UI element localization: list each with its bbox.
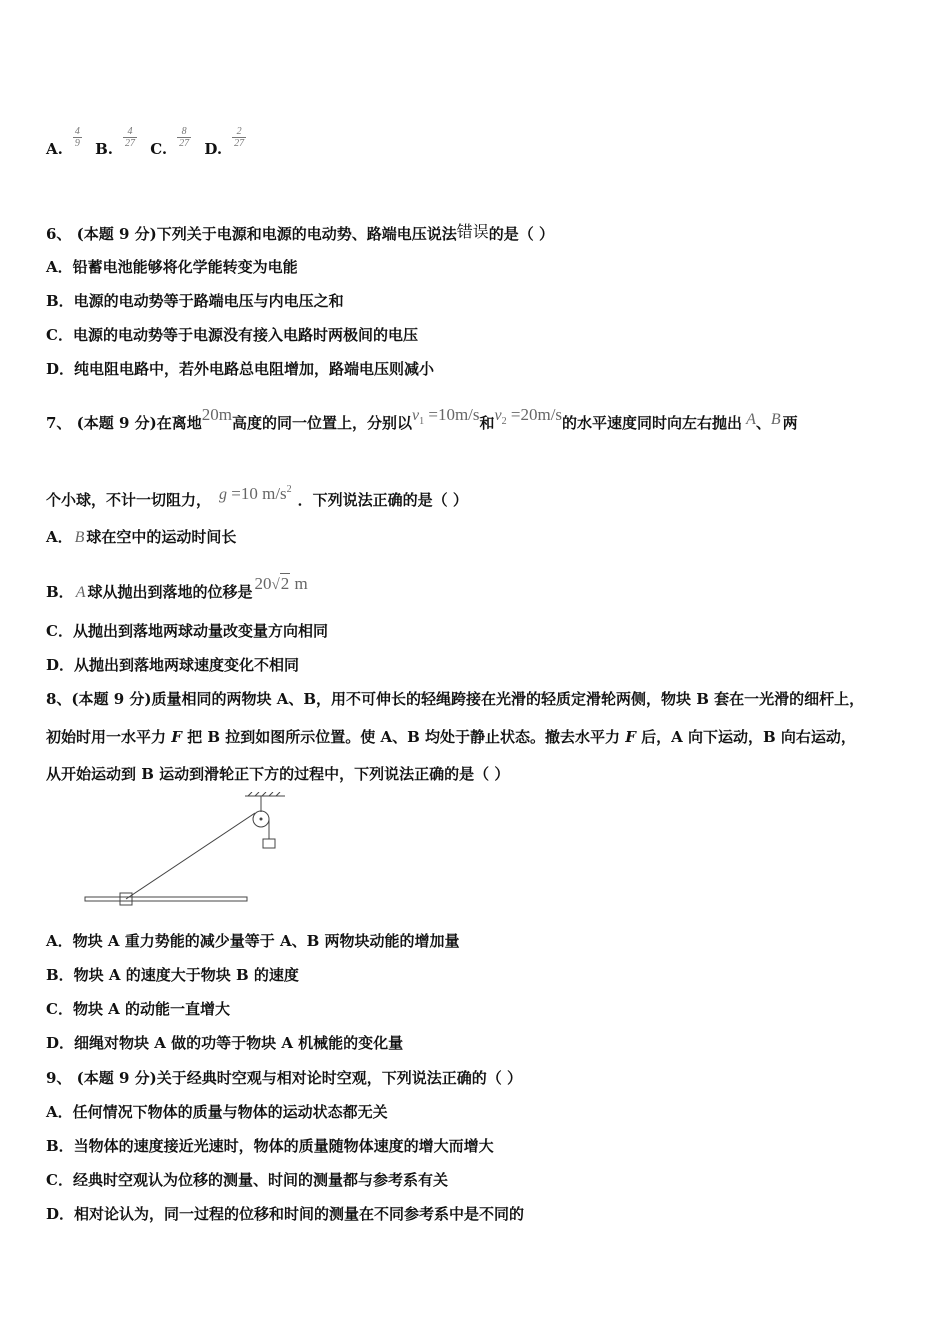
pulley-axle xyxy=(260,818,262,820)
q8-stem-line1: 8、(本题 9 分)质量相同的两物块 A、B，用不可伸长的轻绳跨接在光滑的轻质定滑轮两侧，物块 B 套在一光滑的细杆上， xyxy=(46,690,865,708)
q9-option-b: B．当物体的速度接近光速时，物体的质量随物体速度的增大而增大 xyxy=(46,1137,494,1155)
q9-stem: 9、 (本题 9 分)关于经典时空观与相对论时空观，下列说法正确的（ ） xyxy=(46,1069,522,1087)
q5-option-a: A. $\frac{4}{9}$ xyxy=(46,126,80,158)
q5-option-b: B. $\frac{4}{27}$ xyxy=(95,126,136,158)
q7-v1: $v_1 =10m/s$ xyxy=(412,405,480,427)
q9-option-c: C．经典时空观认为位移的测量、时间的测量都与参考系有关 xyxy=(46,1171,448,1189)
q7-option-b: B． A 球从抛出到落地的位移是 20√2 m xyxy=(46,574,308,601)
q8-option-b: B．物块 A 的速度大于物块 B 的速度 xyxy=(46,966,299,984)
q5-option-c-fraction: $\frac{8}{27}$ xyxy=(179,126,190,149)
block-a xyxy=(263,839,275,848)
q8-option-c: C．物块 A 的动能一直增大 xyxy=(46,1000,231,1018)
q7-option-d: D．从抛出到落地两球速度变化不相同 xyxy=(46,656,300,674)
q5-options xyxy=(46,126,248,159)
q7-option-b-value: 20√2 m xyxy=(254,574,308,593)
q6-option-d: D．纯电阻电路中，若外电路总电阻增加，路端电压则减小 xyxy=(46,360,435,378)
q5-option-d: D. $\frac{2}{27}$ xyxy=(204,126,245,158)
q6-option-b: B．电源的电动势等于路端电压与内电压之和 xyxy=(46,292,344,310)
q7-option-a: A． B 球在空中的运动时间长 xyxy=(46,528,237,546)
q8-pulley-diagram xyxy=(80,792,290,912)
q7-v2: $v_2 =20m/s$ xyxy=(494,405,563,427)
q9-option-d: D．相对论认为，同一过程的位移和时间的测量在不同参考系中是不同的 xyxy=(46,1205,525,1223)
rope-to-b xyxy=(126,813,255,899)
q8-option-d: D．细绳对物块 A 做的功等于物块 A 机械能的变化量 xyxy=(46,1034,404,1052)
q5-option-b-fraction: $\frac{4}{27}$ xyxy=(125,126,136,149)
q6-option-a: A．铅蓄电池能够将化学能转变为电能 xyxy=(46,258,298,276)
q8-stem-line3: 从开始运动到 B 运动到滑轮正下方的过程中，下列说法正确的是（ ） xyxy=(46,765,510,783)
ceiling-hatch xyxy=(248,792,280,796)
q9-option-a: A．任何情况下物体的质量与物体的运动状态都无关 xyxy=(46,1103,388,1121)
q7-height: 20m xyxy=(201,405,232,424)
q5-option-a-fraction: $\frac{4}{9}$ xyxy=(74,126,80,149)
q7-gravity: g =10 $m/s^2$ xyxy=(219,484,292,503)
q6-option-c: C．电源的电动势等于电源没有接入电路时两极间的电压 xyxy=(46,326,418,344)
q8-stem-line2: 初始时用一水平力 F 把 B 拉到如图所示位置。使 A、B 均处于静止状态。撤去水平力 F 后，A 向下运动，B 向右运动， xyxy=(46,728,856,746)
rod xyxy=(85,897,247,901)
q7-stem-line1: 7、 (本题 9 分)在离地20m高度的同一位置上，分别以$v_1 =10m/s$和$v_2 =20m/s$的水平速度同时向左右抛出 A、B 两 xyxy=(46,405,798,432)
q5-option-d-fraction: $\frac{2}{27}$ xyxy=(234,126,245,149)
q5-option-c: C. $\frac{8}{27}$ xyxy=(150,126,190,158)
q7-option-c: C．从抛出到落地两球动量改变量方向相同 xyxy=(46,622,328,640)
q6-stem: 6、 (本题 9 分)下列关于电源和电源的电动势、路端电压说法错误的是（ ） xyxy=(46,222,554,243)
q8-option-a: A．物块 A 重力势能的减少量等于 A、B 两物块动能的增加量 xyxy=(46,932,460,950)
q7-stem-line2: 个小球，不计一切阻力， g =10 $m/s^2$．下列说法正确的是（ ） xyxy=(46,484,468,509)
